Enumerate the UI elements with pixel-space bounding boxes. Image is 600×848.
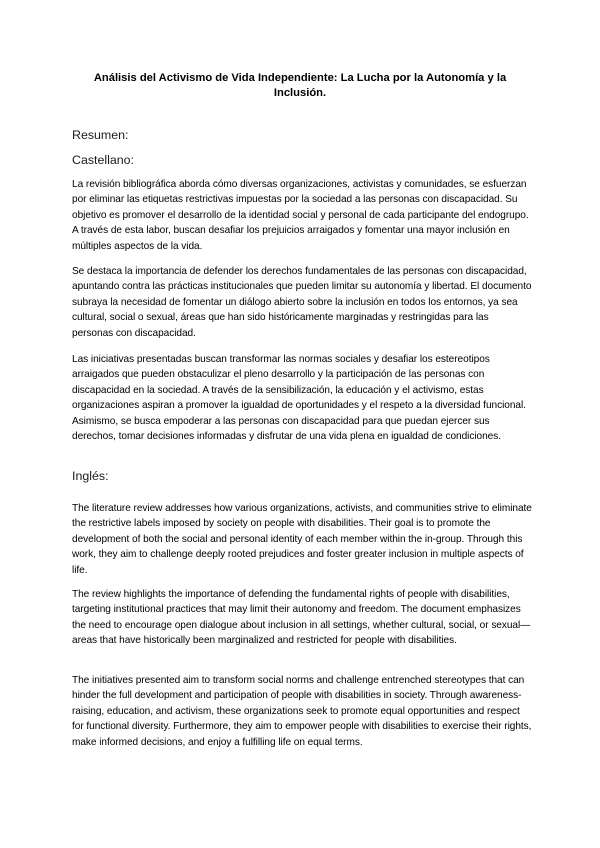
castellano-heading: Castellano:: [72, 153, 134, 167]
english-paragraph: The initiatives presented aim to transform social norms and challenge entrenched stereotypes that can hinder the full development and participation of people with disabilities in society. Through awareness-raising, education, and activism, these organizations seek to promote equal opportunities and respect for functional diversity. Furthermore, they aim to empower people with disabilities to exercise their rights, make informed decisions, and enjoy a fulfilling life on equal terms.: [72, 675, 532, 748]
english-paragraph: The review highlights the importance of defending the fundamental rights of people with disabilities, targeting institutional practices that may limit their autonomy and freedom. The document emphasizes the need to encourage open dialogue about inclusion in all settings, whether cultural, social, or sexual—areas that have historically been marginalized and restricted for people with disabilities.: [72, 589, 531, 647]
castellano-paragraph: Se destaca la importancia de defender los derechos fundamentales de las personas con discapacidad, apuntando contra las prácticas institucionales que pueden limitar su autonomía y libertad. El documento subraya la necesidad de fomentar un diálogo abierto sobre la inclusión en todos los entornos, ya sea cultural, social o sexual, áreas que han sido históricamente marginadas y restringidas para las personas con discapacidad.: [72, 266, 532, 339]
ingles-heading: Inglés:: [72, 469, 109, 483]
castellano-paragraph: Las iniciativas presentadas buscan transformar las normas sociales y desafiar los estereotipos arraigados que pueden obstaculizar el pleno desarrollo y la participación de las personas con discapacidad en la sociedad. A través de la sensibilización, la educación y el activismo, estas organizaciones aspiran a promover la igualdad de oportunidades y el respeto a la diversidad funcional. Asimismo, se busca empoderar a las personas con discapacidad para que puedan ejercer sus derechos, tomar decisiones informadas y disfrutar de una vida plena en igualdad de condiciones.: [72, 354, 526, 443]
castellano-paragraph: La revisión bibliográfica aborda cómo diversas organizaciones, activistas y comunidades, se esfuerzan por eliminar las etiquetas restrictivas impuestas por la sociedad a las personas con discapacidad. Su objetivo es promover el desarrollo de la identidad social y personal de cada participante del endogrupo. A través de esta labor, buscan desafiar los prejuicios arraigados y fomentar una mayor inclusión en múltiples aspectos de la vida.: [72, 179, 529, 252]
document-title: Análisis del Activismo de Vida Independiente: La Lucha por la Autonomía y la Inclusión.: [93, 72, 507, 99]
resumen-heading: Resumen:: [72, 128, 129, 142]
english-paragraph: The literature review addresses how various organizations, activists, and communities strive to eliminate the restrictive labels imposed by society on people with disabilities. Their goal is to promote the development of both the social and personal identity of each member within the in-group. Through this work, they aim to challenge deeply rooted prejudices and foster greater inclusion in multiple aspects of life.: [72, 503, 532, 576]
